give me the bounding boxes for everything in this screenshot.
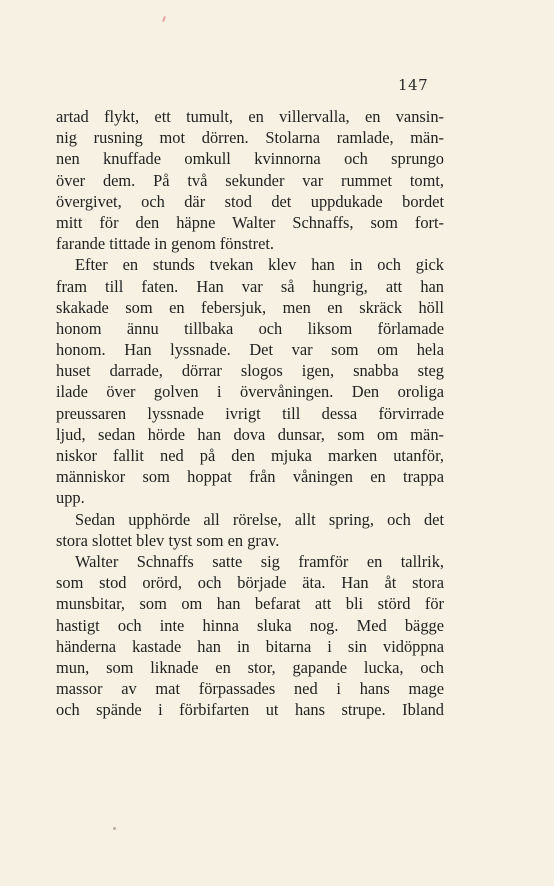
page-number: 147 bbox=[398, 76, 429, 94]
text-line: människor som hoppat från våningen en trappa bbox=[56, 467, 444, 487]
text-line: övergivet, och där stod det uppdukade bordet bbox=[56, 191, 444, 211]
text-line: honom ännu tillbaka och liksom förlamade bbox=[56, 318, 444, 338]
text-line: farande tittade in genom fönstret. bbox=[56, 234, 275, 254]
text-line: mun, som liknade en stor, gapande lucka, och bbox=[56, 657, 444, 677]
text-line: och spände i förbifarten ut hans strupe. Ibland bbox=[56, 700, 444, 720]
text-line: Efter en stunds tvekan klev han in och gick bbox=[75, 255, 444, 275]
text-line: mitt för den häpne Walter Schnaffs, som fort- bbox=[56, 212, 444, 232]
text-line: upp. bbox=[56, 488, 85, 508]
text-line: fram till faten. Han var så hungrig, att han bbox=[56, 276, 444, 296]
text-line: Sedan upphörde all rörelse, allt spring, och det bbox=[75, 509, 444, 529]
text-line: skakade som en febersjuk, men en skräck höll bbox=[56, 297, 444, 317]
text-line: ljud, sedan hörde han dova dunsar, som om män- bbox=[56, 424, 444, 444]
text-line: ilade över golven i övervåningen. Den oroliga bbox=[56, 382, 444, 402]
text-line: artad flykt, ett tumult, en villervalla, en vansin- bbox=[56, 107, 444, 126]
text-line: som stod orörd, och började äta. Han åt stora bbox=[56, 573, 444, 593]
text-line: preussaren lyssnade ivrigt till dessa förvirrade bbox=[56, 403, 444, 423]
text-line: händerna kastade han in bitarna i sin vidöppna bbox=[56, 636, 444, 656]
text-line: munsbitar, som om han befarat att bli störd för bbox=[56, 594, 444, 614]
text-line: Walter Schnaffs satte sig framför en tallrik, bbox=[75, 551, 444, 571]
text-line: huset darrade, dörrar slogos igen, snabba steg bbox=[56, 361, 444, 381]
text-line: nen knuffade omkull kvinnorna och sprungo bbox=[56, 149, 444, 169]
paper-spot bbox=[113, 827, 116, 830]
ink-speck bbox=[162, 16, 166, 22]
text-line: hastigt och inte hinna sluka nog. Med bägge bbox=[56, 615, 444, 635]
text-line: massor av mat förpassades ned i hans mage bbox=[56, 679, 444, 699]
text-line: nig rusning mot dörren. Stolarna ramlade, män- bbox=[56, 128, 444, 148]
text-line: niskor fallit ned på den mjuka marken utanför, bbox=[56, 446, 444, 465]
text-line: över dem. På två sekunder var rummet tomt, bbox=[56, 170, 444, 190]
text-line: stora slottet blev tyst som en grav. bbox=[56, 530, 280, 550]
text-line: honom. Han lyssnade. Det var som om hela bbox=[56, 340, 444, 360]
body-text bbox=[56, 106, 444, 720]
